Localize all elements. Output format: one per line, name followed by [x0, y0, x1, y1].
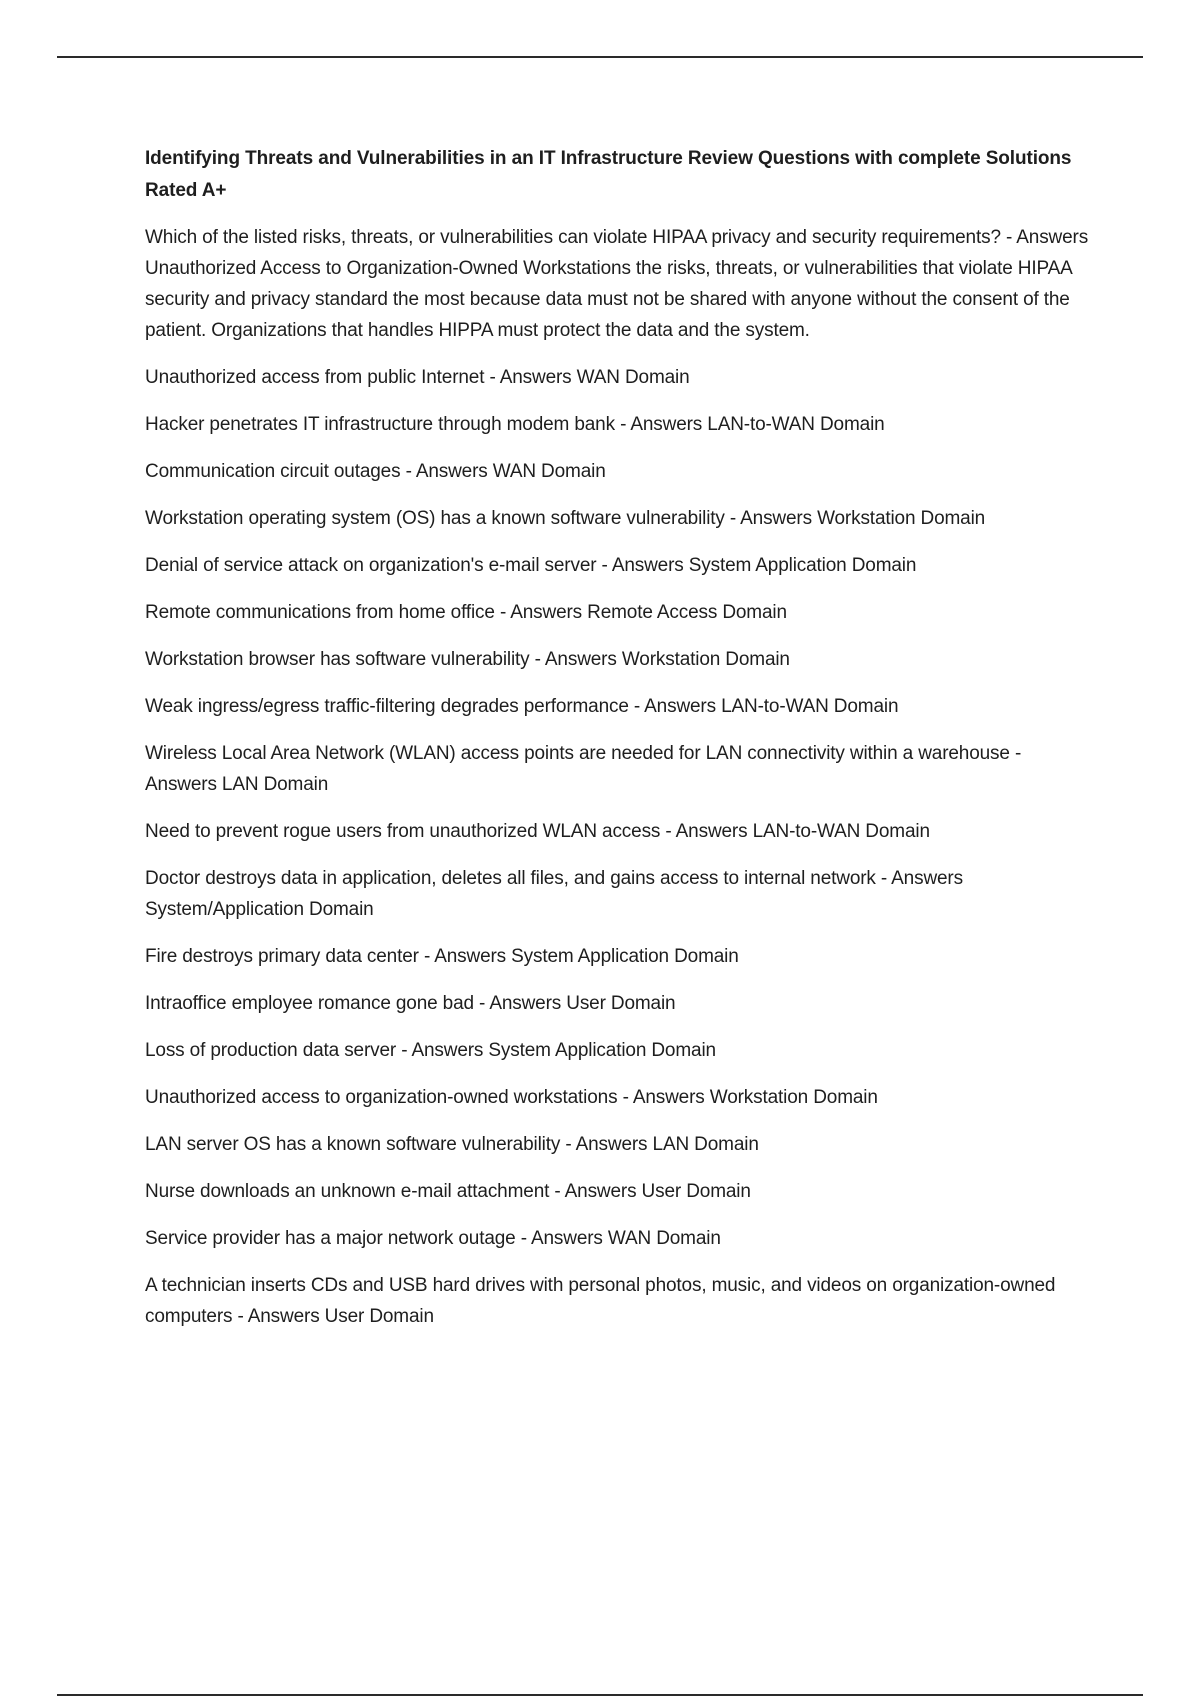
qa-item: LAN server OS has a known software vulnerability - Answers LAN Domain — [145, 1134, 759, 1155]
qa-item: Weak ingress/egress traffic-filtering degrades performance - Answers LAN-to-WAN Domain — [145, 696, 899, 717]
qa-item: Need to prevent rogue users from unauthorized WLAN access - Answers LAN-to-WAN Domain — [145, 821, 930, 842]
qa-item: Loss of production data server - Answers System Application Domain — [145, 1040, 716, 1061]
qa-item: Fire destroys primary data center - Answers System Application Domain — [145, 946, 739, 967]
qa-item: Nurse downloads an unknown e-mail attachment - Answers User Domain — [145, 1181, 751, 1202]
qa-item: Service provider has a major network outage - Answers WAN Domain — [145, 1228, 721, 1249]
qa-item: Workstation browser has software vulnerability - Answers Workstation Domain — [145, 649, 790, 670]
qa-item: Hacker penetrates IT infrastructure through modem bank - Answers LAN-to-WAN Domain — [145, 414, 885, 435]
header-rule — [57, 56, 1143, 58]
footer-rule — [57, 1694, 1143, 1696]
qa-item: Workstation operating system (OS) has a known software vulnerability - Answers Workstation Domain — [145, 508, 986, 529]
qa-item: Denial of service attack on organization's e-mail server - Answers System Application Domain — [145, 555, 917, 576]
qa-item: Which of the listed risks, threats, or vulnerabilities can violate HIPAA privacy and security requirements? - Answers Unauthorized Access to Organization-Owned Workstations the risks, threats, or vulnerabilities that violate HIPAA security and privacy standard the most because data must not be shared with anyone without the consent of the patient. Organizations that handles HIPPA must protect the data and the system. — [145, 227, 1089, 341]
qa-item: Remote communications from home office - Answers Remote Access Domain — [145, 602, 787, 623]
qa-item: Unauthorized access to organization-owned workstations - Answers Workstation Domain — [145, 1087, 878, 1108]
qa-item: A technician inserts CDs and USB hard drives with personal photos, music, and videos on organization-owned computers - Answers User Domain — [145, 1275, 1056, 1327]
qa-item: Communication circuit outages - Answers WAN Domain — [145, 461, 606, 482]
qa-item: Doctor destroys data in application, deletes all files, and gains access to internal network - Answers System/Application Domain — [145, 868, 963, 920]
qa-item: Unauthorized access from public Internet - Answers WAN Domain — [145, 367, 690, 388]
qa-item: Wireless Local Area Network (WLAN) access points are needed for LAN connectivity within a warehouse - Answers LAN Domain — [145, 743, 1022, 795]
document-title: Identifying Threats and Vulnerabilities in an IT Infrastructure Review Questions with complete Solutions Rated A+ — [145, 148, 1072, 201]
document-body — [145, 143, 1095, 1348]
qa-item: Intraoffice employee romance gone bad - Answers User Domain — [145, 993, 676, 1014]
